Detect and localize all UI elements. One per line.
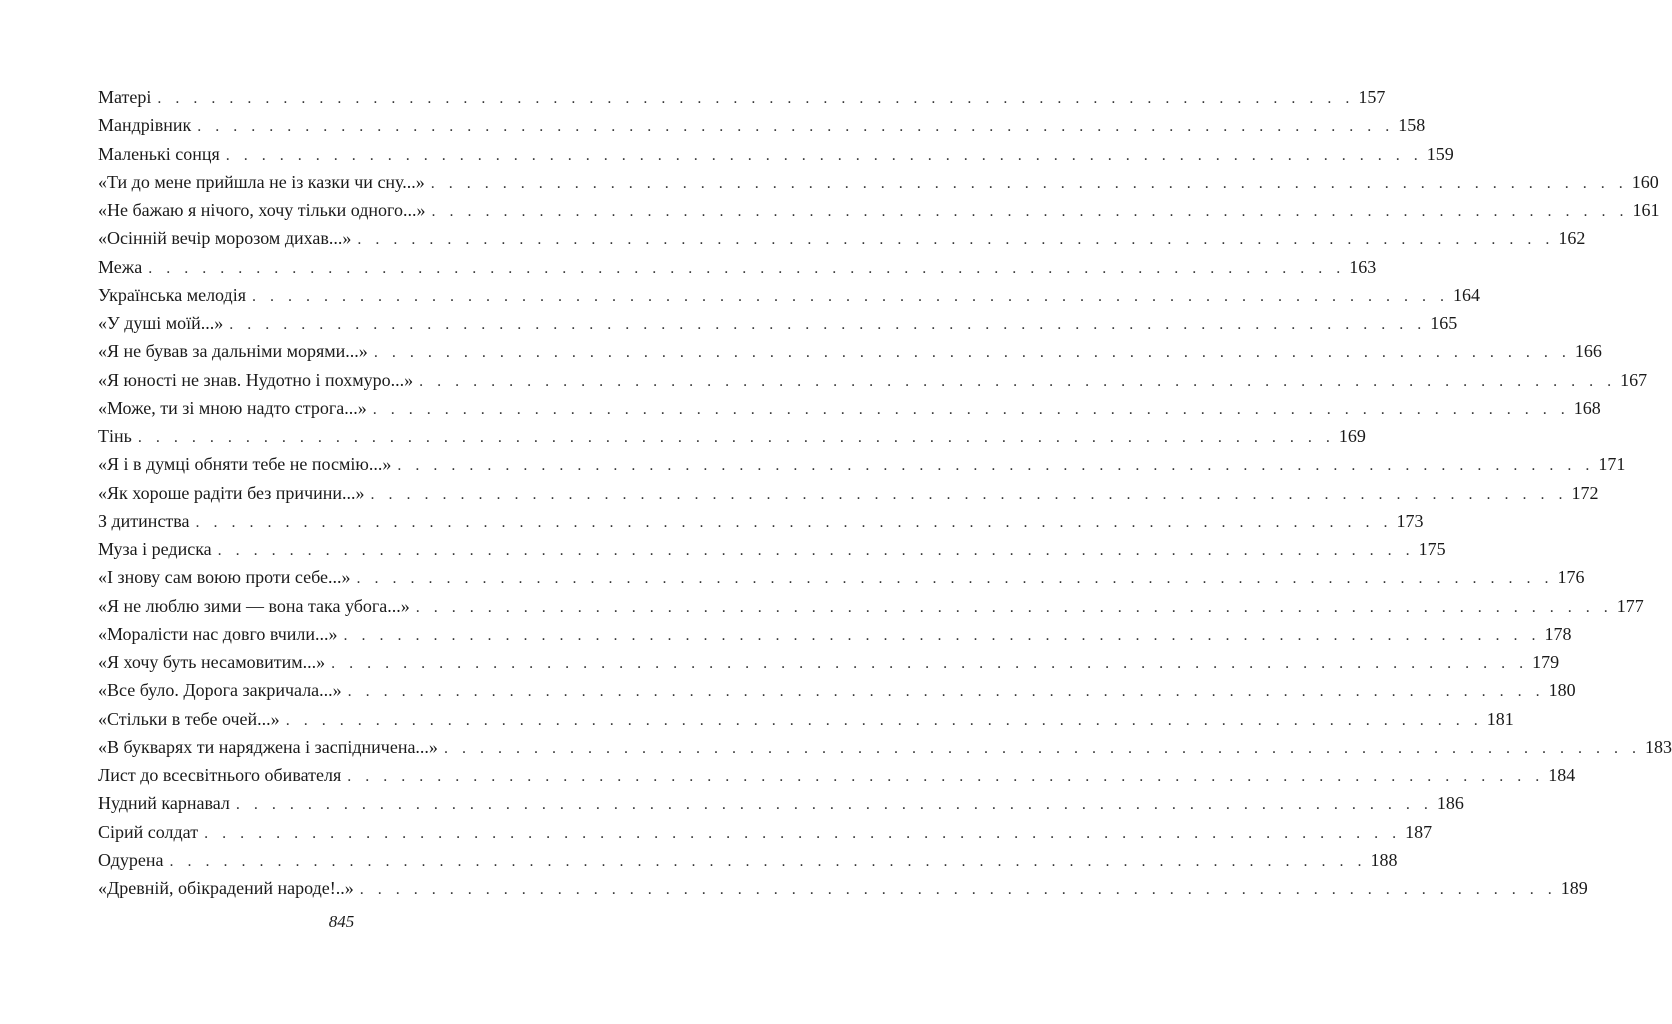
dot-leader: . . . . . . . . . . . . . . . . . . . . . . . . . . . . . . . . . . . . . . . . . . . . . . . . . . . . . . . . . . . . . . . . . . . bbox=[235, 796, 1433, 814]
toc-entry-page: 159 bbox=[1426, 143, 1454, 164]
toc-entry-page: 169 bbox=[1338, 426, 1366, 446]
toc-entry bbox=[98, 818, 1433, 846]
dot-leader: . . . . . . . . . . . . . . . . . . . . . . . . . . . . . . . . . . . . . . . . . . . . . . . . . . . . . . . . . . . . . . . . . . . bbox=[251, 287, 1449, 305]
toc-entry-title: «Стільки в тебе очей...» bbox=[98, 708, 280, 729]
toc-entry-page: 188 bbox=[1370, 849, 1398, 870]
dot-leader: . . . . . . . . . . . . . . . . . . . . . . . . . . . . . . . . . . . . . . . . . . . . . . . . . . . . . . . . . . . . . . . . . . . bbox=[229, 316, 1427, 333]
toc-entry bbox=[98, 846, 1398, 874]
toc-entry-title: «Я хочу буть несамовитим...» bbox=[98, 652, 326, 672]
toc-entry-title: З дитинства bbox=[98, 510, 190, 531]
toc-entry bbox=[98, 479, 1599, 507]
toc-entry-title: Сірий солдат bbox=[98, 821, 199, 842]
page-number: 845 bbox=[328, 912, 355, 931]
toc-entry-page: 158 bbox=[1398, 115, 1426, 136]
toc-entry bbox=[98, 761, 1576, 789]
toc-entry bbox=[98, 620, 1572, 648]
toc-entry-title: Тінь bbox=[98, 426, 132, 446]
toc-entry bbox=[98, 676, 1576, 704]
toc-entry-title: Межа bbox=[98, 256, 143, 277]
dot-leader: . . . . . . . . . . . . . . . . . . . . . . . . . . . . . . . . . . . . . . . . . . . . . . . . . . . . . . . . . . . . . . . . . . . bbox=[370, 485, 1568, 503]
toc-entry-page: 161 bbox=[1632, 200, 1660, 220]
toc-entry-page: 176 bbox=[1557, 567, 1585, 588]
toc-entry bbox=[98, 83, 1386, 111]
toc-entry-page: 165 bbox=[1430, 313, 1458, 333]
toc-entry-title: «Може, ти зі мною надто строга...» bbox=[98, 397, 367, 418]
toc-entry-page: 180 bbox=[1548, 680, 1576, 701]
toc-entry-page: 184 bbox=[1548, 765, 1576, 785]
toc-entry-page: 177 bbox=[1616, 595, 1644, 616]
dot-leader: . . . . . . . . . . . . . . . . . . . . . . . . . . . . . . . . . . . . . . . . . . . . . . . . . . . . . . . . . . . . . . . . . . . bbox=[356, 570, 1554, 588]
dot-leader: . . . . . . . . . . . . . . . . . . . . . . . . . . . . . . . . . . . . . . . . . . . . . . . . . . . . . . . . . . . . . . . . . . . bbox=[373, 344, 1571, 362]
dot-leader: . . . . . . . . . . . . . . . . . . . . . . . . . . . . . . . . . . . . . . . . . . . . . . . . . . . . . . . . . . . . . . . . . . . bbox=[415, 598, 1613, 616]
toc-entry-title: «Я і в думці обняти тебе не посмію...» bbox=[98, 454, 392, 475]
toc-entry bbox=[98, 253, 1377, 281]
toc-entry-title: «В букварях ти наряджена і заспідничена...» bbox=[98, 736, 438, 757]
dot-leader: . . . . . . . . . . . . . . . . . . . . . . . . . . . . . . . . . . . . . . . . . . . . . . . . . . . . . . . . . . . . . . . . . . . bbox=[372, 400, 1570, 418]
dot-leader: . . . . . . . . . . . . . . . . . . . . . . . . . . . . . . . . . . . . . . . . . . . . . . . . . . . . . . . . . . . . . . . . . . . bbox=[359, 881, 1557, 898]
toc-entry bbox=[98, 111, 1426, 139]
toc-entry-title: «Я не бував за дальніми морями...» bbox=[98, 341, 368, 362]
dot-leader: . . . . . . . . . . . . . . . . . . . . . . . . . . . . . . . . . . . . . . . . . . . . . . . . . . . . . . . . . . . . . . . . . . . bbox=[137, 429, 1335, 446]
toc-entry-page: 171 bbox=[1598, 454, 1626, 475]
toc-entry-page: 178 bbox=[1544, 623, 1572, 644]
toc-entry-page: 183 bbox=[1644, 736, 1672, 757]
dot-leader: . . . . . . . . . . . . . . . . . . . . . . . . . . . . . . . . . . . . . . . . . . . . . . . . . . . . . . . . . . . . . . . . . . . bbox=[397, 457, 1595, 475]
toc-entry bbox=[98, 592, 1644, 620]
toc-entry bbox=[98, 422, 1366, 450]
toc-entry-page: 175 bbox=[1418, 539, 1446, 559]
toc-entry-title: Українська мелодія bbox=[98, 284, 246, 305]
toc-entry-page: 172 bbox=[1571, 482, 1599, 503]
toc-entry-page: 189 bbox=[1560, 878, 1588, 898]
dot-leader: . . . . . . . . . . . . . . . . . . . . . . . . . . . . . . . . . . . . . . . . . . . . . . . . . . . . . . . . . . . . . . . . . . . bbox=[343, 626, 1541, 644]
toc-entry bbox=[98, 535, 1446, 563]
toc-entry-title: «Все було. Дорога закричала...» bbox=[98, 680, 342, 701]
toc-entry-title: «Осінній вечір морозом дихав...» bbox=[98, 228, 352, 249]
dot-leader: . . . . . . . . . . . . . . . . . . . . . . . . . . . . . . . . . . . . . . . . . . . . . . . . . . . . . . . . . . . . . . . . . . . bbox=[430, 174, 1628, 192]
dot-leader: . . . . . . . . . . . . . . . . . . . . . . . . . . . . . . . . . . . . . . . . . . . . . . . . . . . . . . . . . . . . . . . . . . . bbox=[285, 711, 1483, 729]
toc-entry-page: 187 bbox=[1405, 821, 1433, 842]
toc-entry-title: Матері bbox=[98, 87, 152, 107]
dot-leader: . . . . . . . . . . . . . . . . . . . . . . . . . . . . . . . . . . . . . . . . . . . . . . . . . . . . . . . . . . . . . . . . . . . bbox=[347, 768, 1545, 785]
dot-leader: . . . . . . . . . . . . . . . . . . . . . . . . . . . . . . . . . . . . . . . . . . . . . . . . . . . . . . . . . . . . . . . . . . . bbox=[148, 259, 1346, 277]
toc-entry bbox=[98, 874, 1588, 902]
table-of-contents bbox=[98, 83, 1672, 902]
toc-entry-page: 166 bbox=[1574, 341, 1602, 362]
toc-entry bbox=[98, 705, 1514, 733]
toc-entry-title: Одурена bbox=[98, 849, 164, 870]
toc-entry-page: 168 bbox=[1573, 397, 1601, 418]
toc-entry-title: «У душі моїй...» bbox=[98, 313, 224, 333]
toc-entry-title: Нудний карнавал bbox=[98, 793, 230, 814]
toc-entry bbox=[98, 309, 1458, 337]
toc-entry-title: Мандрівник bbox=[98, 115, 192, 136]
toc-entry bbox=[98, 563, 1585, 591]
dot-leader: . . . . . . . . . . . . . . . . . . . . . . . . . . . . . . . . . . . . . . . . . . . . . . . . . . . . . . . . . . . . . . . . . . . bbox=[357, 231, 1555, 249]
toc-entry-page: 160 bbox=[1631, 171, 1659, 192]
toc-entry-page: 186 bbox=[1436, 793, 1464, 814]
toc-entry bbox=[98, 281, 1480, 309]
toc-entry-title: «Як хороше радіти без причини...» bbox=[98, 482, 365, 503]
toc-entry bbox=[98, 394, 1601, 422]
toc-entry-page: 173 bbox=[1396, 510, 1424, 531]
toc-entry-page: 162 bbox=[1558, 228, 1586, 249]
dot-leader: . . . . . . . . . . . . . . . . . . . . . . . . . . . . . . . . . . . . . . . . . . . . . . . . . . . . . . . . . . . . . . . . . . . bbox=[431, 203, 1629, 220]
toc-entry bbox=[98, 648, 1560, 676]
toc-entry-title: «Древній, обікрадений народе!..» bbox=[98, 878, 354, 898]
toc-entry-page: 179 bbox=[1532, 652, 1560, 672]
toc-entry-title: «Моралісти нас довго вчили...» bbox=[98, 623, 338, 644]
toc-entry-title: Лист до всесвітнього обивателя bbox=[98, 765, 342, 785]
toc-entry bbox=[98, 140, 1454, 168]
dot-leader: . . . . . . . . . . . . . . . . . . . . . . . . . . . . . . . . . . . . . . . . . . . . . . . . . . . . . . . . . . . . . . . . . . . bbox=[169, 852, 1367, 870]
toc-entry-title: Маленькі сонця bbox=[98, 143, 220, 164]
toc-entry bbox=[98, 507, 1424, 535]
toc-entry-page: 164 bbox=[1452, 284, 1480, 305]
dot-leader: . . . . . . . . . . . . . . . . . . . . . . . . . . . . . . . . . . . . . . . . . . . . . . . . . . . . . . . . . . . . . . . . . . . bbox=[217, 542, 1415, 559]
toc-entry-page: 157 bbox=[1358, 87, 1386, 107]
toc-entry-title: «І знову сам воюю проти себе...» bbox=[98, 567, 351, 588]
toc-entry bbox=[98, 196, 1660, 224]
toc-entry bbox=[98, 733, 1672, 761]
dot-leader: . . . . . . . . . . . . . . . . . . . . . . . . . . . . . . . . . . . . . . . . . . . . . . . . . . . . . . . . . . . . . . . . . . . bbox=[443, 739, 1641, 757]
toc-entry bbox=[98, 224, 1586, 252]
toc-entry bbox=[98, 789, 1464, 817]
dot-leader: . . . . . . . . . . . . . . . . . . . . . . . . . . . . . . . . . . . . . . . . . . . . . . . . . . . . . . . . . . . . . . . . . . . bbox=[157, 90, 1355, 107]
toc-entry-page: 167 bbox=[1620, 369, 1648, 390]
toc-entry-title: «Я юності не знав. Нудотно і похмуро...» bbox=[98, 369, 414, 390]
toc-entry-title: «Ти до мене прийшла не із казки чи сну...» bbox=[98, 171, 425, 192]
toc-entry bbox=[98, 366, 1648, 394]
toc-entry-title: «Не бажаю я нічого, хочу тільки одного...» bbox=[98, 200, 426, 220]
dot-leader: . . . . . . . . . . . . . . . . . . . . . . . . . . . . . . . . . . . . . . . . . . . . . . . . . . . . . . . . . . . . . . . . . . . bbox=[204, 824, 1402, 842]
dot-leader: . . . . . . . . . . . . . . . . . . . . . . . . . . . . . . . . . . . . . . . . . . . . . . . . . . . . . . . . . . . . . . . . . . . bbox=[419, 372, 1617, 390]
dot-leader: . . . . . . . . . . . . . . . . . . . . . . . . . . . . . . . . . . . . . . . . . . . . . . . . . . . . . . . . . . . . . . . . . . . bbox=[331, 655, 1529, 672]
toc-entry bbox=[98, 168, 1659, 196]
dot-leader: . . . . . . . . . . . . . . . . . . . . . . . . . . . . . . . . . . . . . . . . . . . . . . . . . . . . . . . . . . . . . . . . . . . bbox=[197, 118, 1395, 136]
toc-entry-page: 163 bbox=[1349, 256, 1377, 277]
dot-leader: . . . . . . . . . . . . . . . . . . . . . . . . . . . . . . . . . . . . . . . . . . . . . . . . . . . . . . . . . . . . . . . . . . . bbox=[225, 146, 1423, 164]
toc-entry bbox=[98, 337, 1602, 365]
toc-entry-page: 181 bbox=[1486, 708, 1514, 729]
dot-leader: . . . . . . . . . . . . . . . . . . . . . . . . . . . . . . . . . . . . . . . . . . . . . . . . . . . . . . . . . . . . . . . . . . . bbox=[347, 683, 1545, 701]
toc-entry bbox=[98, 450, 1626, 478]
toc-entry-title: Муза і редиска bbox=[98, 539, 212, 559]
toc-entry-title: «Я не люблю зими — вона така убога...» bbox=[98, 595, 410, 616]
dot-leader: . . . . . . . . . . . . . . . . . . . . . . . . . . . . . . . . . . . . . . . . . . . . . . . . . . . . . . . . . . . . . . . . . . . bbox=[195, 513, 1393, 531]
